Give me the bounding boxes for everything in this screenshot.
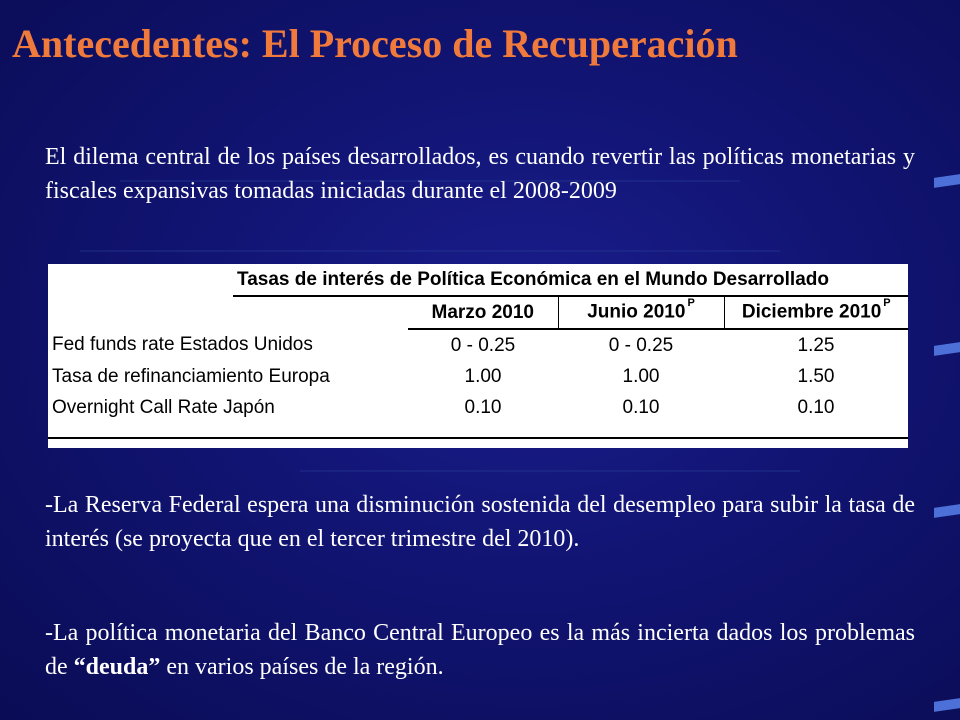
preliminary-mark: P xyxy=(883,297,891,310)
table-row xyxy=(48,392,908,423)
column-header: Marzo 2010 xyxy=(408,296,558,329)
table-cell: 1.00 xyxy=(622,365,660,387)
decorative-edge-mark xyxy=(934,342,960,356)
bullet-ecb: -La política monetaria del Banco Central Europeo es la más incierta dados los problemas de “deuda” en varios países de la región. xyxy=(45,620,915,680)
column-header: Junio 2010 $^P$ xyxy=(558,296,724,329)
decorative-line xyxy=(300,470,800,472)
row-label: Overnight Call Rate Japón xyxy=(52,396,275,418)
column-header: Diciembre 2010 $^P$ xyxy=(724,296,908,329)
table-cell: 0 - 0.25 xyxy=(450,334,516,356)
intro-paragraph: El dilema central de los países desarrollados, es cuando revertir las políticas monetarias y fiscales expansivas tomadas iniciadas durante el 2008-2009 xyxy=(45,144,915,204)
table-cell: 0.10 xyxy=(797,396,835,418)
table-title: Tasas de interés de Política Económica en el Mundo Desarrollado xyxy=(233,264,908,296)
emphasis-deuda: “deuda” xyxy=(73,654,161,680)
table-cell: 1.00 xyxy=(464,365,502,387)
decorative-edge-mark xyxy=(934,698,960,712)
table-cell: 1.50 xyxy=(797,365,835,387)
decorative-edge-mark xyxy=(934,504,960,518)
table-cell: 1.25 xyxy=(797,334,835,356)
slide-title: Antecedentes: El Proceso de Recuperación xyxy=(12,21,738,66)
table-cell: 0 - 0.25 xyxy=(608,334,674,356)
decorative-edge-mark xyxy=(934,174,960,188)
row-label: Tasa de refinanciamiento Europa xyxy=(52,365,330,387)
table-row xyxy=(48,329,908,361)
preliminary-mark: P xyxy=(687,297,695,310)
row-label: Fed funds rate Estados Unidos xyxy=(52,334,313,355)
table-row xyxy=(48,361,908,392)
table-cell: 0.10 xyxy=(464,396,502,418)
decorative-line xyxy=(80,250,780,252)
bullet-federal-reserve: -La Reserva Federal espera una disminución sostenida del desempleo para subir la tasa de interés (se proyecta que en el tercer trimestre del 2010). xyxy=(45,492,915,552)
table-cell: 0.10 xyxy=(622,396,660,418)
interest-rate-table xyxy=(48,264,908,448)
